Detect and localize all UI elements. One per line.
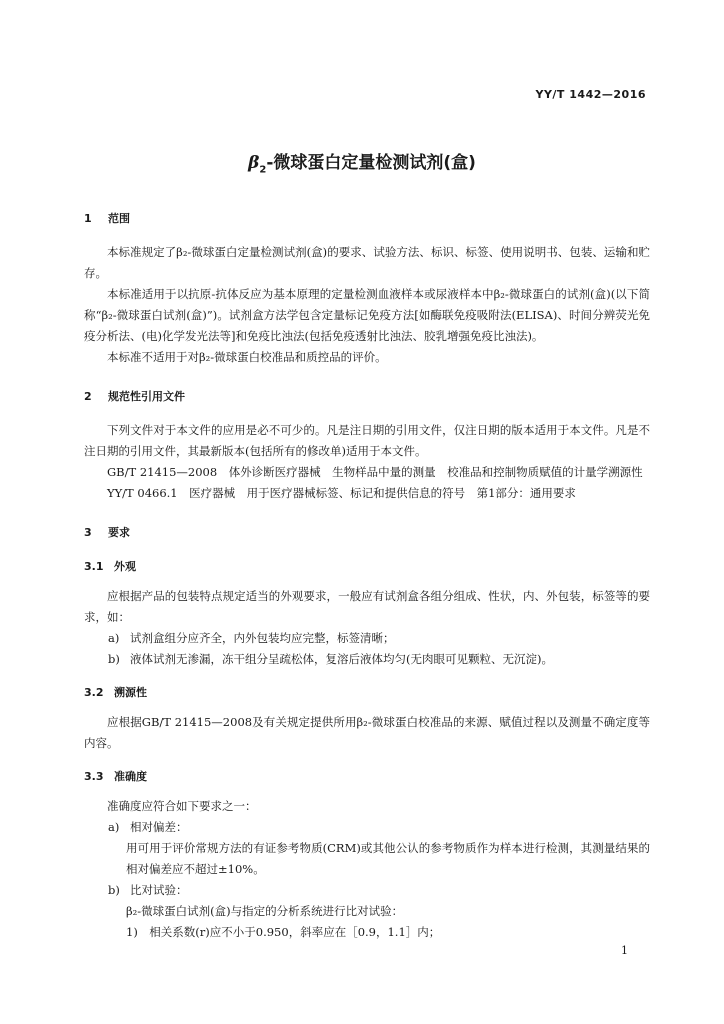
subsection-title: 外观 bbox=[114, 560, 136, 573]
list-marker: b) bbox=[108, 883, 120, 897]
reference-entry: YY/T 0466.1 医疗器械 用于医疗器械标签、标记和提供信息的符号 第1部分：通用要求 bbox=[107, 486, 576, 500]
list-marker: b) bbox=[108, 652, 120, 666]
standard-number: YY/T 1442—2016 bbox=[535, 88, 646, 101]
subsection-heading-appearance bbox=[84, 556, 650, 578]
section-heading-requirements bbox=[84, 522, 650, 544]
section-number: 2 bbox=[84, 390, 92, 403]
list-item-body: β₂-微球蛋白试剂(盒)与指定的分析系统进行比对试验： bbox=[126, 904, 404, 918]
section-title: 要求 bbox=[108, 526, 130, 539]
document-body bbox=[84, 208, 650, 943]
paragraph: 准确度应符合如下要求之一： bbox=[107, 799, 257, 813]
list-item bbox=[84, 817, 650, 838]
section-title: 规范性引用文件 bbox=[108, 390, 185, 403]
paragraph: 应根据GB/T 21415—2008及有关规定提供所用β₂-微球蛋白校准品的来源、赋值过程以及测量不确定度等内容。 bbox=[84, 715, 650, 750]
list-text: 相对偏差： bbox=[130, 820, 188, 834]
document-title bbox=[0, 148, 724, 175]
list-item bbox=[84, 880, 650, 901]
list-text: 试剂盒组分应齐全，内外包装均应完整，标签清晰； bbox=[130, 631, 395, 645]
subsection-number: 3.2 bbox=[84, 686, 104, 699]
list-item bbox=[84, 649, 650, 670]
list-marker: a) bbox=[108, 820, 120, 834]
sub-list-item: 1) 相关系数(r)应不小于0.950，斜率应在［0.9，1.1］内； bbox=[126, 925, 441, 939]
subsection-heading-accuracy bbox=[84, 766, 650, 788]
subsection-title: 溯源性 bbox=[114, 686, 147, 699]
section-heading-normative-references bbox=[84, 386, 650, 408]
section-number: 1 bbox=[84, 212, 92, 225]
section-heading-scope bbox=[84, 208, 650, 230]
title-beta: β bbox=[248, 153, 260, 173]
paragraph: 本标准不适用于对β₂-微球蛋白校准品和质控品的评价。 bbox=[107, 350, 387, 364]
subsection-number: 3.1 bbox=[84, 560, 104, 573]
subsection-number: 3.3 bbox=[84, 770, 104, 783]
list-item bbox=[84, 628, 650, 649]
paragraph: 本标准规定了β₂-微球蛋白定量检测试剂(盒)的要求、试验方法、标识、标签、使用说明书、包装、运输和贮存。 bbox=[84, 245, 650, 280]
section-number: 3 bbox=[84, 526, 92, 539]
section-title: 范围 bbox=[108, 212, 130, 225]
title-beta-subscript: 2 bbox=[259, 164, 267, 176]
list-item-body: 用可用于评价常规方法的有证参考物质(CRM)或其他公认的参考物质作为样本进行检测，其测量结果的相对偏差应不超过±10%。 bbox=[126, 841, 650, 876]
title-text: -微球蛋白定量检测试剂(盒) bbox=[266, 153, 476, 173]
list-marker: a) bbox=[108, 631, 120, 645]
page-number: 1 bbox=[621, 944, 628, 957]
reference-entry: GB/T 21415—2008 体外诊断医疗器械 生物样品中量的测量 校准品和控制物质赋值的计量学溯源性 bbox=[107, 465, 643, 479]
paragraph: 本标准适用于以抗原-抗体反应为基本原理的定量检测血液样本或尿液样本中β₂-微球蛋白的试剂(盒)(以下简称“β₂-微球蛋白试剂(盒)”)。试剂盒方法学包含定量标记免疫方法[如酶联免疫吸附法(ELISA)、时间分辨荧光免疫分析法、(电)化学发光法等]和免疫比浊法(包括免疫透射比浊法、胶乳增强免疫比浊法)。 bbox=[84, 287, 650, 343]
paragraph: 下列文件对于本文件的应用是必不可少的。凡是注日期的引用文件，仅注日期的版本适用于本文件。凡是不注日期的引用文件，其最新版本(包括所有的修改单)适用于本文件。 bbox=[84, 423, 650, 458]
subsection-heading-traceability bbox=[84, 682, 650, 704]
list-text: 液体试剂无渗漏，冻干组分呈疏松体，复溶后液体均匀(无肉眼可见颗粒、无沉淀)。 bbox=[130, 652, 553, 666]
paragraph: 应根据产品的包装特点规定适当的外观要求，一般应有试剂盒各组分组成、性状，内、外包装，标签等的要求，如： bbox=[84, 589, 650, 624]
list-text: 比对试验： bbox=[130, 883, 188, 897]
subsection-title: 准确度 bbox=[114, 770, 147, 783]
